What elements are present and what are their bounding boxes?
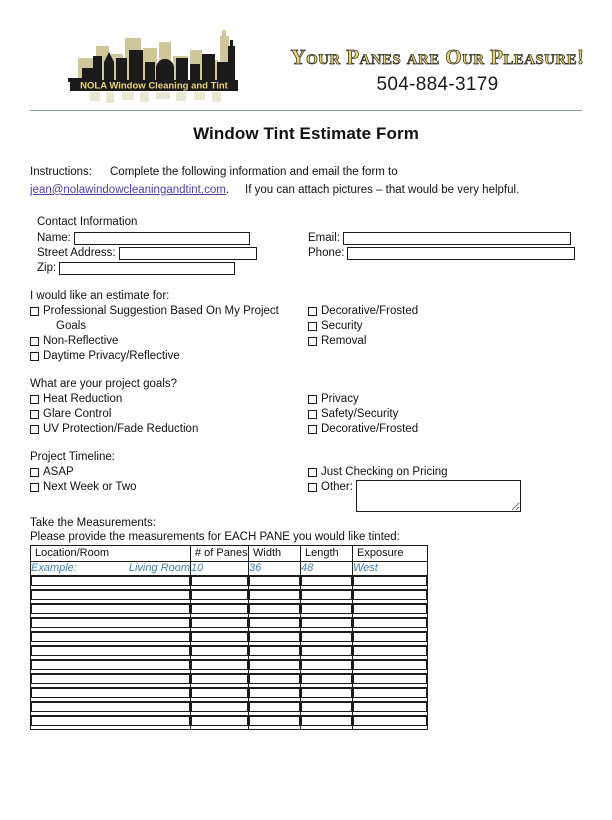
cell-length: [301, 645, 353, 659]
checkbox-label: Next Week or Two: [43, 480, 137, 493]
checkbox-daytime-privacy-reflective[interactable]: [30, 349, 315, 364]
input-exposure[interactable]: [353, 632, 427, 642]
zip-field-row: [37, 262, 235, 275]
cell-width: [249, 645, 301, 659]
street-address-field-row: [37, 247, 257, 260]
table-row: [31, 631, 428, 645]
checkbox-icon[interactable]: [308, 395, 317, 404]
contact-section-label: Contact Information: [37, 215, 138, 228]
cell-width: [249, 617, 301, 631]
input-length[interactable]: [301, 674, 352, 684]
cell-exposure: [353, 715, 428, 729]
zip-input[interactable]: [59, 262, 235, 275]
input-length[interactable]: [301, 660, 352, 670]
project-timeline-section: [30, 451, 582, 513]
table-row: [31, 715, 428, 729]
input-width[interactable]: [249, 646, 300, 656]
input-location[interactable]: [31, 618, 190, 628]
project-goals-section: [30, 378, 582, 439]
cell-exposure: [353, 631, 428, 645]
cell-location: [31, 687, 191, 701]
checkbox-glare-control[interactable]: [30, 407, 315, 422]
checkbox-label: Glare Control: [43, 407, 112, 420]
cell-length: [301, 687, 353, 701]
cell-exposure: [353, 603, 428, 617]
contact-information-section: [30, 216, 582, 278]
input-width[interactable]: [249, 674, 300, 684]
input-panes[interactable]: [191, 632, 248, 642]
cell-width: [249, 673, 301, 687]
phone-number: 504-884-3179: [376, 74, 499, 96]
cell-length: [301, 603, 353, 617]
checkbox-other-row: [308, 480, 568, 512]
input-panes[interactable]: [191, 688, 248, 698]
street-address-input[interactable]: [119, 247, 257, 260]
input-location[interactable]: [31, 632, 190, 642]
input-panes[interactable]: [191, 646, 248, 656]
input-width[interactable]: [249, 688, 300, 698]
input-location[interactable]: [31, 660, 190, 670]
cell-location: [31, 645, 191, 659]
cell-panes: [191, 659, 249, 673]
cell-exposure: [353, 617, 428, 631]
cell-exposure: [353, 589, 428, 603]
checkbox-decorative-frosted[interactable]: [308, 304, 568, 319]
street-address-label: Street Address:: [37, 247, 116, 260]
input-width[interactable]: [249, 716, 300, 726]
phone-label: Phone:: [308, 247, 345, 260]
measurements-heading: Take the Measurements:: [30, 516, 156, 529]
checkbox-icon[interactable]: [308, 410, 317, 419]
checkbox-asap[interactable]: [30, 465, 315, 480]
input-width[interactable]: [249, 632, 300, 642]
input-length[interactable]: [301, 702, 352, 712]
input-exposure[interactable]: [353, 590, 427, 600]
input-exposure[interactable]: [353, 674, 427, 684]
example-panes: 10: [191, 561, 249, 575]
cell-location: [31, 589, 191, 603]
input-width[interactable]: [249, 702, 300, 712]
checkbox-icon[interactable]: [30, 395, 39, 404]
checkbox-non-reflective[interactable]: [30, 334, 315, 349]
checkbox-heat-reduction[interactable]: [30, 392, 315, 407]
checkbox-icon[interactable]: [30, 337, 39, 346]
input-location[interactable]: [31, 674, 190, 684]
project-goals-left-column: [30, 392, 315, 437]
instructions-period: .: [225, 183, 230, 196]
example-location: Living Room: [128, 562, 190, 575]
cell-location: [31, 673, 191, 687]
cell-panes: [191, 631, 249, 645]
input-length[interactable]: [301, 716, 352, 726]
cell-panes: [191, 589, 249, 603]
input-panes[interactable]: [191, 660, 248, 670]
email-label: Email:: [308, 232, 340, 245]
input-location[interactable]: [31, 604, 190, 614]
estimate-for-section: [30, 290, 582, 366]
cell-length: [301, 631, 353, 645]
table-row: [31, 645, 428, 659]
input-exposure[interactable]: [353, 660, 427, 670]
estimate-for-left-column: [30, 304, 315, 364]
checkbox-label: Security: [321, 319, 363, 332]
example-exposure: West: [353, 561, 428, 575]
input-length[interactable]: [301, 646, 352, 656]
cell-panes: [191, 715, 249, 729]
measurements-section: [30, 517, 582, 730]
instructions-line-2: If you can attach pictures – that would be very helpful.: [245, 183, 520, 196]
cell-panes: [191, 645, 249, 659]
checkbox-icon[interactable]: [308, 307, 317, 316]
checkbox-uv-protection-fade-reduction[interactable]: [30, 422, 315, 437]
instructions-block: [30, 164, 582, 200]
checkbox-icon[interactable]: [30, 468, 39, 477]
input-location[interactable]: [31, 716, 190, 726]
form-body: [30, 164, 582, 730]
cell-length: [301, 589, 353, 603]
cell-exposure: [353, 701, 428, 715]
estimate-for-title: I would like an estimate for:: [30, 289, 170, 302]
logo-text: NOLA Window Cleaning and Tint: [80, 80, 228, 92]
checkbox-icon[interactable]: [30, 352, 39, 361]
input-length[interactable]: [301, 590, 352, 600]
cell-width: [249, 631, 301, 645]
cell-location: [31, 603, 191, 617]
checkbox-label: Privacy: [321, 392, 359, 405]
cell-panes: [191, 603, 249, 617]
cell-length: [301, 715, 353, 729]
checkbox-label: Decorative/Frosted: [321, 304, 419, 317]
cell-location: [31, 715, 191, 729]
input-length[interactable]: [301, 576, 352, 586]
measurements-subheading: Please provide the measurements for EACH PANE you would like tinted:: [30, 530, 400, 543]
input-length[interactable]: [301, 632, 352, 642]
input-width[interactable]: [249, 576, 300, 586]
input-panes[interactable]: [191, 590, 248, 600]
checkbox-just-checking-on-pricing[interactable]: [308, 465, 568, 480]
cell-width: [249, 659, 301, 673]
input-width[interactable]: [249, 604, 300, 614]
header-divider: [30, 110, 582, 111]
input-exposure[interactable]: [353, 576, 427, 586]
tagline: Your Panes are Our Pleasure!: [290, 45, 585, 69]
measurements-table: [30, 545, 428, 730]
page-header: [30, 28, 585, 106]
email-field-row: [308, 232, 571, 245]
timeline-right-column: [308, 465, 568, 512]
project-timeline-title: Project Timeline:: [30, 450, 116, 463]
input-location[interactable]: [31, 702, 190, 712]
checkbox-icon[interactable]: [308, 468, 317, 477]
input-exposure[interactable]: [353, 604, 427, 614]
column-header-length: Length: [301, 545, 353, 561]
other-textarea[interactable]: [356, 480, 521, 512]
input-length[interactable]: [301, 604, 352, 614]
cell-length: [301, 659, 353, 673]
table-row: [31, 701, 428, 715]
cell-width: [249, 701, 301, 715]
tagline-block: [275, 46, 600, 96]
measurements-table-body: [31, 561, 428, 729]
cell-panes: [191, 617, 249, 631]
checkbox-label: Removal: [321, 334, 367, 347]
cell-location: [31, 659, 191, 673]
table-row: [31, 603, 428, 617]
input-width[interactable]: [249, 590, 300, 600]
input-width[interactable]: [249, 618, 300, 628]
checkbox-decorative-frosted-goal[interactable]: [308, 422, 568, 437]
company-logo: [60, 28, 250, 104]
input-panes[interactable]: [191, 576, 248, 586]
cell-panes: [191, 687, 249, 701]
cell-width: [249, 687, 301, 701]
zip-label: Zip:: [37, 262, 57, 275]
cell-panes: [191, 673, 249, 687]
checkbox-safety-security[interactable]: [308, 407, 568, 422]
checkbox-removal[interactable]: [308, 334, 568, 349]
table-row: [31, 575, 428, 589]
name-input[interactable]: [74, 232, 250, 245]
cell-length: [301, 673, 353, 687]
input-panes[interactable]: [191, 674, 248, 684]
checkbox-icon[interactable]: [30, 425, 39, 434]
checkbox-label: Safety/Security: [321, 407, 399, 420]
input-width[interactable]: [249, 660, 300, 670]
checkbox-icon[interactable]: [308, 483, 317, 492]
checkbox-label: Non-Reflective: [43, 334, 119, 347]
estimate-for-right-column: [308, 304, 568, 349]
cell-location: [31, 575, 191, 589]
table-row: [31, 659, 428, 673]
instructions-line-1: Complete the following information and email the form to: [110, 166, 398, 178]
cell-exposure: [353, 659, 428, 673]
checkbox-label: Just Checking on Pricing: [321, 465, 448, 478]
checkbox-security[interactable]: [308, 319, 568, 334]
cell-location: [31, 631, 191, 645]
input-length[interactable]: [301, 618, 352, 628]
checkbox-icon[interactable]: [30, 483, 39, 492]
checkbox-icon[interactable]: [308, 337, 317, 346]
cell-width: [249, 589, 301, 603]
input-exposure[interactable]: [353, 618, 427, 628]
checkbox-icon[interactable]: [30, 410, 39, 419]
input-location[interactable]: [31, 576, 190, 586]
input-exposure[interactable]: [353, 716, 427, 726]
cell-exposure: [353, 645, 428, 659]
page-title: Window Tint Estimate Form: [193, 124, 419, 143]
instructions-label: Instructions:: [30, 166, 92, 178]
checkbox-privacy[interactable]: [308, 392, 568, 407]
checkbox-label: Heat Reduction: [43, 392, 123, 405]
checkbox-icon[interactable]: [30, 307, 39, 316]
input-exposure[interactable]: [353, 688, 427, 698]
name-field-row: [37, 232, 250, 245]
contact-email-link[interactable]: jean@nolawindowcleaningandtint.com: [30, 183, 226, 196]
cell-panes: [191, 575, 249, 589]
timeline-left-column: [30, 465, 315, 495]
checkbox-professional-suggestion[interactable]: [30, 304, 315, 319]
table-row: [31, 589, 428, 603]
checkbox-label: Daytime Privacy/Reflective: [43, 349, 180, 362]
table-header-row: [31, 545, 428, 561]
checkbox-label: UV Protection/Fade Reduction: [43, 422, 199, 435]
skyline-logo-icon: [60, 28, 250, 104]
table-row: [31, 687, 428, 701]
table-row-example: [31, 561, 428, 575]
checkbox-icon[interactable]: [308, 425, 317, 434]
email-input[interactable]: [343, 232, 571, 245]
checkbox-label: Professional Suggestion Based On My Project: [43, 304, 279, 317]
column-header-width: Width: [249, 545, 301, 561]
table-row: [31, 617, 428, 631]
input-panes[interactable]: [191, 716, 248, 726]
column-header-exposure: Exposure: [353, 545, 428, 561]
name-label: Name:: [37, 232, 71, 245]
input-panes[interactable]: [191, 618, 248, 628]
project-goals-title: What are your project goals?: [30, 377, 178, 390]
checkbox-next-week-or-two[interactable]: [30, 480, 315, 495]
input-exposure[interactable]: [353, 646, 427, 656]
cell-location: [31, 617, 191, 631]
checkbox-label: Decorative/Frosted: [321, 422, 419, 435]
checkbox-label: ASAP: [43, 465, 74, 478]
cell-width: [249, 715, 301, 729]
phone-field-row: [308, 247, 575, 260]
example-width: 36: [249, 561, 301, 575]
input-length[interactable]: [301, 688, 352, 698]
cell-exposure: [353, 687, 428, 701]
cell-exposure: [353, 673, 428, 687]
checkbox-icon[interactable]: [308, 322, 317, 331]
cell-length: [301, 575, 353, 589]
example-length: 48: [301, 561, 353, 575]
column-header-panes: # of Panes: [191, 545, 249, 561]
phone-input[interactable]: [347, 247, 575, 260]
cell-width: [249, 603, 301, 617]
cell-panes: [191, 701, 249, 715]
cell-length: [301, 617, 353, 631]
input-location[interactable]: [31, 688, 190, 698]
project-goals-right-column: [308, 392, 568, 437]
cell-length: [301, 701, 353, 715]
cell-location: [31, 701, 191, 715]
input-location[interactable]: [31, 646, 190, 656]
cell-width: [249, 575, 301, 589]
input-panes[interactable]: [191, 702, 248, 712]
column-header-location: Location/Room: [31, 545, 191, 561]
checkbox-professional-suggestion-continuation: Goals: [56, 319, 87, 332]
input-panes[interactable]: [191, 604, 248, 614]
table-row: [31, 673, 428, 687]
cell-exposure: [353, 575, 428, 589]
input-exposure[interactable]: [353, 702, 427, 712]
example-label: Example:: [31, 562, 77, 575]
checkbox-other-label: Other:: [321, 480, 353, 493]
input-location[interactable]: [31, 590, 190, 600]
